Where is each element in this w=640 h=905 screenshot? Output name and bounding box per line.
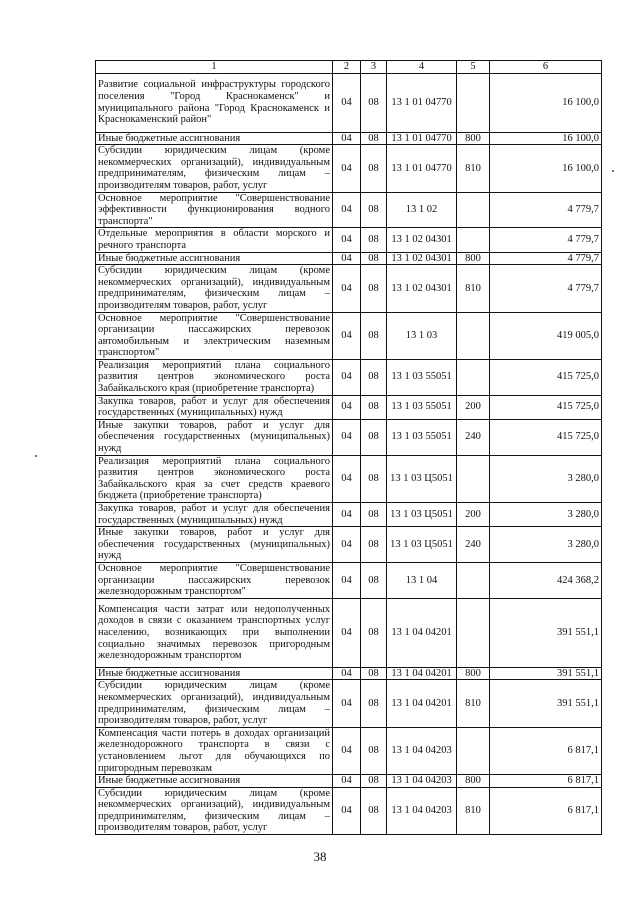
expense-type-code	[457, 455, 490, 502]
amount-value: 391 551,1	[490, 680, 602, 727]
table-row	[96, 265, 602, 312]
target-article-code: 13 1 03 Ц5051	[387, 503, 457, 527]
section-code: 04	[333, 787, 361, 834]
table-row	[96, 419, 602, 455]
subsection-code: 08	[361, 527, 387, 563]
section-code: 04	[333, 192, 361, 228]
table-row	[96, 312, 602, 359]
expense-type-code: 800	[457, 252, 490, 265]
subsection-code: 08	[361, 455, 387, 502]
amount-value: 415 725,0	[490, 359, 602, 395]
amount-value: 4 779,7	[490, 228, 602, 252]
amount-value: 419 005,0	[490, 312, 602, 359]
row-description: Иные бюджетные ассигнования	[96, 132, 333, 145]
target-article-code: 13 1 04 04203	[387, 787, 457, 834]
row-description: Иные закупки товаров, работ и услуг для обеспечения государственных (муниципальных) нужд	[96, 527, 333, 563]
amount-value: 16 100,0	[490, 73, 602, 132]
section-code: 04	[333, 527, 361, 563]
column-header: 4	[387, 61, 457, 74]
row-description: Иные закупки товаров, работ и услуг для обеспечения государственных (муниципальных) нужд	[96, 419, 333, 455]
expense-type-code	[457, 727, 490, 774]
subsection-code: 08	[361, 503, 387, 527]
table-row	[96, 228, 602, 252]
table-row	[96, 252, 602, 265]
amount-value: 4 779,7	[490, 252, 602, 265]
row-description: Развитие социальной инфраструктуры городского поселения "Город Краснокаменск" и муниципального района "Город Краснокаменск и Краснокаменский район"	[96, 73, 333, 132]
expense-type-code: 200	[457, 395, 490, 419]
target-article-code: 13 1 04	[387, 562, 457, 598]
column-header: 3	[361, 61, 387, 74]
table-row	[96, 727, 602, 774]
subsection-code: 08	[361, 192, 387, 228]
row-description: Субсидии юридическим лицам (кроме некоммерческих организаций), индивидуальным предпринимателям, физическим лицам – производителям товаров, работ, услуг	[96, 265, 333, 312]
expense-type-code	[457, 359, 490, 395]
subsection-code: 08	[361, 419, 387, 455]
table-row	[96, 503, 602, 527]
row-description: Закупка товаров, работ и услуг для обеспечения государственных (муниципальных) нужд	[96, 395, 333, 419]
section-code: 04	[333, 73, 361, 132]
amount-value: 3 280,0	[490, 527, 602, 563]
subsection-code: 08	[361, 252, 387, 265]
row-description: Основное мероприятие "Совершенствование организации пассажирских перевозок железнодорожным транспортом"	[96, 562, 333, 598]
section-code: 04	[333, 775, 361, 788]
section-code: 04	[333, 503, 361, 527]
amount-value: 4 779,7	[490, 192, 602, 228]
table-row	[96, 527, 602, 563]
table-row	[96, 787, 602, 834]
expense-type-code: 810	[457, 680, 490, 727]
row-description: Компенсация части потерь в доходах организаций железнодорожного транспорта в связи с установлением льгот для обучающихся по пригородным перевозкам	[96, 727, 333, 774]
subsection-code: 08	[361, 265, 387, 312]
amount-value: 415 725,0	[490, 419, 602, 455]
target-article-code: 13 1 01 04770	[387, 145, 457, 192]
target-article-code: 13 1 02	[387, 192, 457, 228]
expense-type-code: 800	[457, 132, 490, 145]
target-article-code: 13 1 01 04770	[387, 132, 457, 145]
subsection-code: 08	[361, 359, 387, 395]
expense-type-code: 200	[457, 503, 490, 527]
row-description: Основное мероприятие "Совершенствование эффективности функционирования водного транспорта"	[96, 192, 333, 228]
amount-value: 16 100,0	[490, 132, 602, 145]
target-article-code: 13 1 03 Ц5051	[387, 455, 457, 502]
row-description: Отдельные мероприятия в области морского и речного транспорта	[96, 228, 333, 252]
expense-type-code	[457, 192, 490, 228]
target-article-code: 13 1 04 04203	[387, 775, 457, 788]
target-article-code: 13 1 02 04301	[387, 228, 457, 252]
section-code: 04	[333, 455, 361, 502]
section-code: 04	[333, 395, 361, 419]
subsection-code: 08	[361, 775, 387, 788]
target-article-code: 13 1 01 04770	[387, 73, 457, 132]
table-row	[96, 132, 602, 145]
row-description: Реализация мероприятий плана социального развития центров экономического роста Забайкальского края (приобретение транспорта)	[96, 359, 333, 395]
target-article-code: 13 1 04 04201	[387, 680, 457, 727]
expense-type-code: 800	[457, 667, 490, 680]
budget-table	[95, 60, 602, 835]
table-row	[96, 395, 602, 419]
expense-type-code: 810	[457, 265, 490, 312]
subsection-code: 08	[361, 562, 387, 598]
row-description: Иные бюджетные ассигнования	[96, 775, 333, 788]
amount-value: 415 725,0	[490, 395, 602, 419]
row-description: Основное мероприятие "Совершенствование организации пассажирских перевозок автомобильным и электрическим наземным транспортом"	[96, 312, 333, 359]
expense-type-code	[457, 598, 490, 667]
table-row	[96, 359, 602, 395]
subsection-code: 08	[361, 312, 387, 359]
amount-value: 4 779,7	[490, 265, 602, 312]
column-header: 5	[457, 61, 490, 74]
amount-value: 6 817,1	[490, 787, 602, 834]
target-article-code: 13 1 02 04301	[387, 252, 457, 265]
section-code: 04	[333, 132, 361, 145]
table-row	[96, 598, 602, 667]
column-header: 1	[96, 61, 333, 74]
table-row	[96, 562, 602, 598]
target-article-code: 13 1 03 Ц5051	[387, 527, 457, 563]
target-article-code: 13 1 03	[387, 312, 457, 359]
amount-value: 6 817,1	[490, 727, 602, 774]
section-code: 04	[333, 145, 361, 192]
subsection-code: 08	[361, 727, 387, 774]
row-description: Компенсация части затрат или недополученных доходов в связи с оказанием транспортных услуг населению, возникающих при выполнении социально значимых перевозок пригородным железнодорожным транспортом	[96, 598, 333, 667]
section-code: 04	[333, 265, 361, 312]
page-number: 38	[313, 849, 327, 864]
subsection-code: 08	[361, 680, 387, 727]
amount-value: 16 100,0	[490, 145, 602, 192]
target-article-code: 13 1 03 55051	[387, 359, 457, 395]
column-header: 6	[490, 61, 602, 74]
section-code: 04	[333, 680, 361, 727]
expense-type-code	[457, 562, 490, 598]
expense-type-code	[457, 312, 490, 359]
section-code: 04	[333, 359, 361, 395]
row-description: Субсидии юридическим лицам (кроме некоммерческих организаций), индивидуальным предпринимателям, физическим лицам – производителям товаров, работ, услуг	[96, 787, 333, 834]
table-row	[96, 145, 602, 192]
subsection-code: 08	[361, 132, 387, 145]
amount-value: 3 280,0	[490, 503, 602, 527]
subsection-code: 08	[361, 598, 387, 667]
amount-value: 391 551,1	[490, 598, 602, 667]
section-code: 04	[333, 228, 361, 252]
target-article-code: 13 1 03 55051	[387, 395, 457, 419]
subsection-code: 08	[361, 667, 387, 680]
scan-speck	[612, 170, 614, 172]
table-row	[96, 192, 602, 228]
row-description: Закупка товаров, работ и услуг для обеспечения государственных (муниципальных) нужд	[96, 503, 333, 527]
target-article-code: 13 1 04 04203	[387, 727, 457, 774]
scan-speck	[35, 455, 37, 457]
subsection-code: 08	[361, 145, 387, 192]
target-article-code: 13 1 04 04201	[387, 667, 457, 680]
table-row	[96, 775, 602, 788]
table-header-row	[96, 61, 602, 74]
subsection-code: 08	[361, 787, 387, 834]
column-header: 2	[333, 61, 361, 74]
subsection-code: 08	[361, 73, 387, 132]
row-description: Субсидии юридическим лицам (кроме некоммерческих организаций), индивидуальным предпринимателям, физическим лицам – производителям товаров, работ, услуг	[96, 145, 333, 192]
subsection-code: 08	[361, 395, 387, 419]
section-code: 04	[333, 727, 361, 774]
row-description: Реализация мероприятий плана социального развития центров экономического роста Забайкальского края за счет средств краевого бюджета (приобретение транспорта)	[96, 455, 333, 502]
expense-type-code: 240	[457, 527, 490, 563]
expense-type-code: 800	[457, 775, 490, 788]
target-article-code: 13 1 02 04301	[387, 265, 457, 312]
table-row	[96, 73, 602, 132]
section-code: 04	[333, 419, 361, 455]
section-code: 04	[333, 667, 361, 680]
row-description: Иные бюджетные ассигнования	[96, 252, 333, 265]
section-code: 04	[333, 598, 361, 667]
amount-value: 424 368,2	[490, 562, 602, 598]
target-article-code: 13 1 03 55051	[387, 419, 457, 455]
target-article-code: 13 1 04 04201	[387, 598, 457, 667]
row-description: Иные бюджетные ассигнования	[96, 667, 333, 680]
expense-type-code: 810	[457, 145, 490, 192]
table-row	[96, 667, 602, 680]
table-row	[96, 455, 602, 502]
section-code: 04	[333, 312, 361, 359]
expense-type-code: 810	[457, 787, 490, 834]
row-description: Субсидии юридическим лицам (кроме некоммерческих организаций), индивидуальным предпринимателям, физическим лицам – производителям товаров, работ, услуг	[96, 680, 333, 727]
expense-type-code	[457, 73, 490, 132]
table-row	[96, 680, 602, 727]
section-code: 04	[333, 562, 361, 598]
section-code: 04	[333, 252, 361, 265]
amount-value: 3 280,0	[490, 455, 602, 502]
amount-value: 391 551,1	[490, 667, 602, 680]
amount-value: 6 817,1	[490, 775, 602, 788]
expense-type-code	[457, 228, 490, 252]
subsection-code: 08	[361, 228, 387, 252]
expense-type-code: 240	[457, 419, 490, 455]
